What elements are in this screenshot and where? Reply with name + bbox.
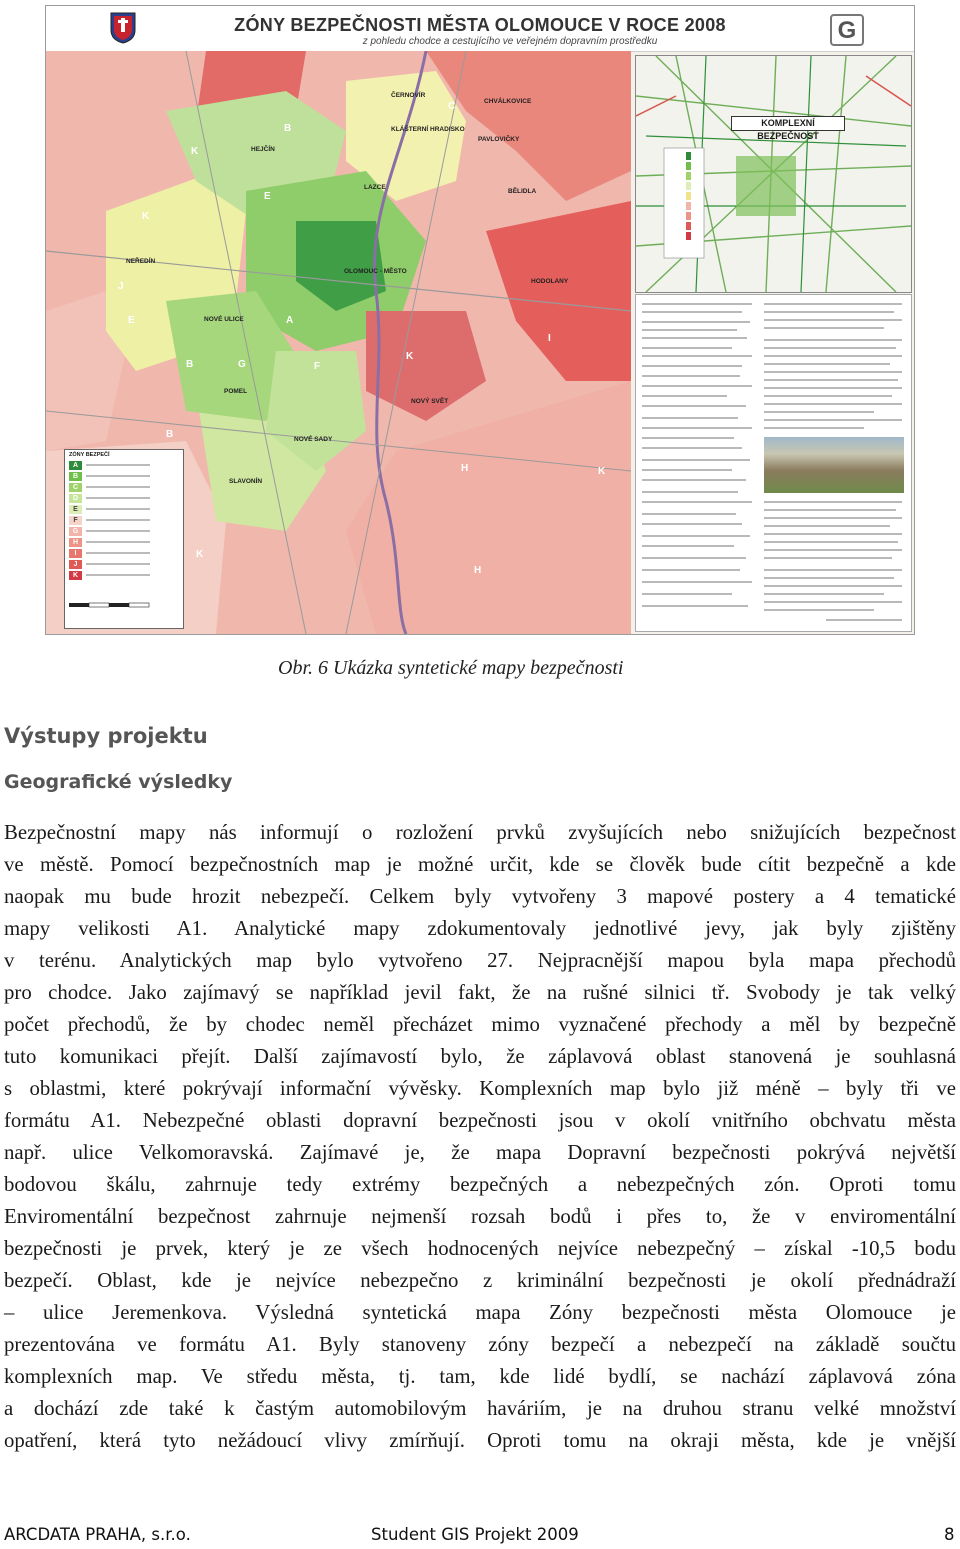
district-label: NOVÉ ULICE: [204, 316, 244, 323]
map-legend: [64, 449, 184, 629]
svg-text:K: K: [191, 146, 199, 157]
text-line: např. ulice Velkomoravská. Zajímavé je, že mapa Dopravní bezpečnosti pokrývá největší: [4, 1141, 956, 1164]
text-line: mapy velikosti A1. Analytické mapy zdokumentovaly jednotlivé jevy, jak byly zjištěny: [4, 917, 956, 940]
legend-row: D: [69, 493, 179, 503]
text-line: komplexních map. Ve středu města, tj. tam, kde lidé bydlí, se nachází záplavová zóna: [4, 1365, 956, 1388]
figure-caption: Obr. 6 Ukázka syntetické mapy bezpečnosti: [278, 657, 624, 679]
poster-header: [46, 6, 914, 52]
text-line: bodovou škálu, zahrnuje tedy extrémy bezpečných a nebezpečných zón. Oproti tomu: [4, 1173, 956, 1196]
svg-text:E: E: [128, 315, 135, 326]
svg-text:B: B: [166, 429, 174, 440]
page-number: 8: [944, 1525, 955, 1544]
poster-title: ZÓNY BEZPEČNOSTI MĚSTA OLOMOUCE V ROCE 2008: [234, 15, 726, 35]
legend-row: G: [69, 526, 179, 536]
district-label: NEŘEDÍN: [126, 258, 156, 265]
footer-project: Student GIS Projekt 2009: [371, 1525, 579, 1544]
district-label: ČERNOVÍR: [391, 92, 426, 99]
district-label: SLAVONÍN: [229, 478, 263, 485]
svg-text:K: K: [196, 549, 204, 560]
text-line: naopak mu bude hrozit nebezpečí. Celkem byly vytvořeny 3 mapové postery a 4 tematické: [4, 885, 956, 908]
district-label: NOVÝ SVĚT: [411, 398, 449, 405]
poster-info-panel: [635, 294, 912, 632]
legend-row: A: [69, 460, 179, 470]
text-line: s oblastmi, které pokrývají informační vývěsky. Komplexních map bylo již méně – byly tři ve: [4, 1077, 956, 1100]
svg-text:K: K: [598, 466, 606, 477]
text-line: Bezpečnostní mapy nás informují o rozložení prvků zvyšujících nebo snižujících bezpečnost: [4, 821, 956, 844]
poster-subtitle: z pohledu chodce a cestujícího ve veřejném dopravním prostředku: [362, 36, 658, 47]
inset-title: KOMPLEXNÍ BEZPEČNOST: [731, 116, 845, 131]
text-line: Enviromentální bezpečnost zahrnuje nejmenší rozsah bodů i přes to, že v enviromentální: [4, 1205, 956, 1228]
district-label: HEJČÍN: [251, 146, 275, 153]
text-line: prezentována ve formátu A1. Byly stanoveny zóny bezpečí a nebezpečí na základě součtu: [4, 1333, 956, 1356]
inset-network: [636, 56, 911, 292]
text-line: ve městě. Pomocí bezpečnostních map je možné určit, kde se člověk bude cítit bezpečně a kde: [4, 853, 956, 876]
legend-row: J: [69, 559, 179, 569]
svg-text:K: K: [142, 211, 150, 222]
text-line: tuto komunikaci přejít. Další zajímavostí bylo, že záplavová oblast stanovená je souhlasná: [4, 1045, 956, 1068]
svg-text:A: A: [286, 315, 294, 326]
svg-text:I: I: [548, 333, 551, 344]
aerial-photo: [764, 437, 904, 493]
district-label: NOVÉ SADY: [294, 436, 333, 443]
svg-text:H: H: [474, 565, 482, 576]
district-label: OLOMOUC - MĚSTO: [344, 268, 407, 275]
district-label: HODOLANY: [531, 278, 569, 285]
legend-row: B: [69, 471, 179, 481]
svg-text:E: E: [264, 191, 271, 202]
safety-map-poster: [45, 5, 915, 635]
svg-text:H: H: [461, 463, 469, 474]
text-line: bezpečnosti je prvek, který je ze všech hodnocených nejvíce nebezpečný – získal -10,5 bodu: [4, 1237, 956, 1260]
gi-logo: G: [830, 14, 864, 46]
text-line: pro chodce. Jako zajímavý se například jevil fakt, že na rušné silnici tř. Svobody je tak velký: [4, 981, 956, 1004]
svg-text:B: B: [284, 123, 292, 134]
subsection-heading: Geografické výsledky: [4, 771, 233, 793]
text-line: formátu A1. Nebezpečné oblasti dopravní bezpečnosti jsou v okolí vnitřního obchvatu města: [4, 1109, 956, 1132]
district-label: CHVÁLKOVICE: [484, 98, 532, 105]
complex-safety-inset-map: [635, 55, 912, 293]
legend-row: K: [69, 570, 179, 580]
legend-row: E: [69, 504, 179, 514]
legend-row: C: [69, 482, 179, 492]
text-line: a dochází zde také k častým automobilovým haváriím, je na druhou stranu velké množství: [4, 1397, 956, 1420]
legend-row: H: [69, 537, 179, 547]
svg-text:C: C: [448, 101, 456, 112]
section-heading: Výstupy projektu: [4, 724, 208, 748]
text-line: opatření, která tyto nežádoucí vlivy zmírňují. Oproti tomu na okraji města, kde je vnější: [4, 1429, 956, 1452]
legend-title: ZÓNY BEZPEČÍ: [69, 452, 110, 458]
scale-bar: [69, 600, 159, 614]
text-line: v terénu. Analytických map bylo vytvořeno 27. Nejpracnější mapou byla mapa přechodů: [4, 949, 956, 972]
svg-text:B: B: [186, 359, 194, 370]
footer-company: ARCDATA PRAHA, s.r.o.: [4, 1525, 191, 1544]
district-label: PAVLOVIČKY: [478, 136, 520, 143]
district-label: LAZCE: [364, 184, 386, 191]
legend-row: I: [69, 548, 179, 558]
text-line: – ulice Jeremenkova. Výsledná syntetická mapa Zóny bezpečnosti města Olomouce je: [4, 1301, 956, 1324]
text-line: počet přechodů, že by chodec neměl přecházet mimo vyznačené přechody a měl by bezpečně: [4, 1013, 956, 1036]
district-label: POMEL: [224, 388, 248, 395]
text-line: bezpečí. Oblast, kde je nejvíce nebezpečno z kriminální bezpečnosti je okolí přednádraží: [4, 1269, 956, 1292]
svg-text:J: J: [118, 281, 124, 292]
district-label: BĚLIDLA: [508, 188, 537, 195]
svg-text:F: F: [314, 361, 321, 372]
svg-text:G: G: [238, 359, 246, 370]
legend-row: F: [69, 515, 179, 525]
district-label: KLÁŠTERNÍ HRADISKO: [391, 126, 465, 133]
svg-text:K: K: [406, 351, 414, 362]
